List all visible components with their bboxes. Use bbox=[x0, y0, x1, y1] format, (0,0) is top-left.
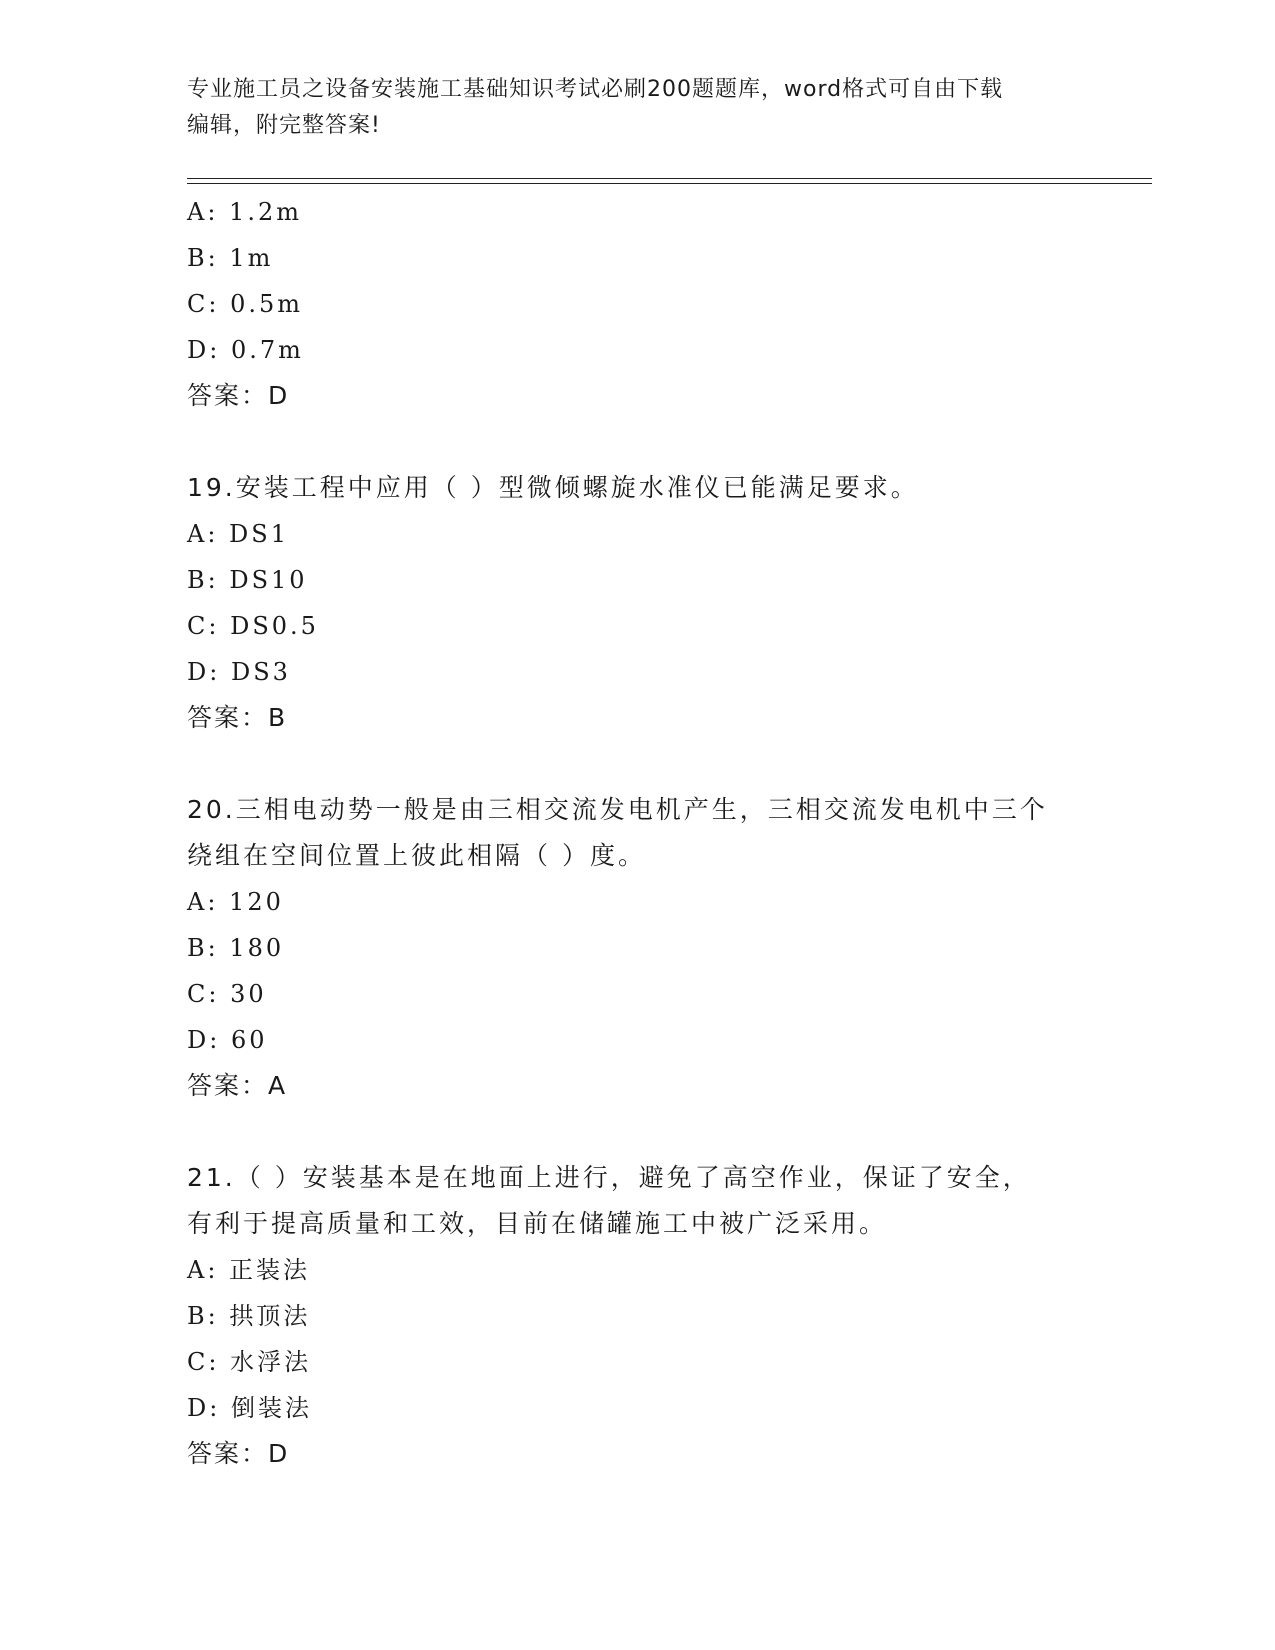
option-c: C: 水浮法 bbox=[187, 1348, 312, 1376]
question-19 bbox=[187, 465, 1087, 741]
option-b: B: DS10 bbox=[187, 566, 308, 594]
previous-question-block bbox=[187, 189, 1087, 419]
question-list bbox=[187, 189, 1087, 1477]
header-title-line-2: 编辑，附完整答案! bbox=[187, 113, 381, 138]
option-c: C: DS0.5 bbox=[187, 612, 319, 640]
header-divider-bottom bbox=[187, 183, 1152, 184]
question-text: 19.安装工程中应用（ ）型微倾螺旋水准仪已能满足要求。 bbox=[187, 473, 919, 502]
option-b: B: 180 bbox=[187, 934, 285, 962]
option-c: C: 30 bbox=[187, 980, 267, 1008]
option-d: D: DS3 bbox=[187, 658, 291, 686]
header-divider-top bbox=[187, 178, 1152, 179]
header-title-line-1: 专业施工员之设备安装施工基础知识考试必刷200题题库，word格式可自由下载 bbox=[187, 77, 1004, 102]
option-a: A: 正装法 bbox=[187, 1256, 311, 1284]
answer-line: 答案：D bbox=[187, 381, 290, 410]
question-text: 20.三相电动势一般是由三相交流发电机产生，三相交流发电机中三个 bbox=[187, 795, 1048, 824]
option-a: A: DS1 bbox=[187, 520, 289, 548]
answer-line: 答案：B bbox=[187, 703, 288, 732]
option-d: D: 0.7m bbox=[187, 336, 304, 364]
option-c: C: 0.5m bbox=[187, 290, 304, 318]
question-text: 21.（ ）安装基本是在地面上进行，避免了高空作业，保证了安全， bbox=[187, 1163, 1031, 1192]
option-d: D: 倒装法 bbox=[187, 1394, 312, 1422]
option-b: B: 1m bbox=[187, 244, 274, 272]
answer-line: 答案：A bbox=[187, 1071, 288, 1100]
option-b: B: 拱顶法 bbox=[187, 1302, 311, 1330]
document-header bbox=[187, 72, 1087, 144]
answer-line: 答案：D bbox=[187, 1439, 290, 1468]
question-21 bbox=[187, 1155, 1087, 1477]
option-a: A: 1.2m bbox=[187, 198, 302, 226]
question-text-continued: 绕组在空间位置上彼此相隔（ ）度。 bbox=[187, 841, 646, 870]
option-a: A: 120 bbox=[187, 888, 284, 916]
question-text-continued: 有利于提高质量和工效，目前在储罐施工中被广泛采用。 bbox=[187, 1209, 888, 1238]
question-20 bbox=[187, 787, 1087, 1109]
option-d: D: 60 bbox=[187, 1026, 268, 1054]
